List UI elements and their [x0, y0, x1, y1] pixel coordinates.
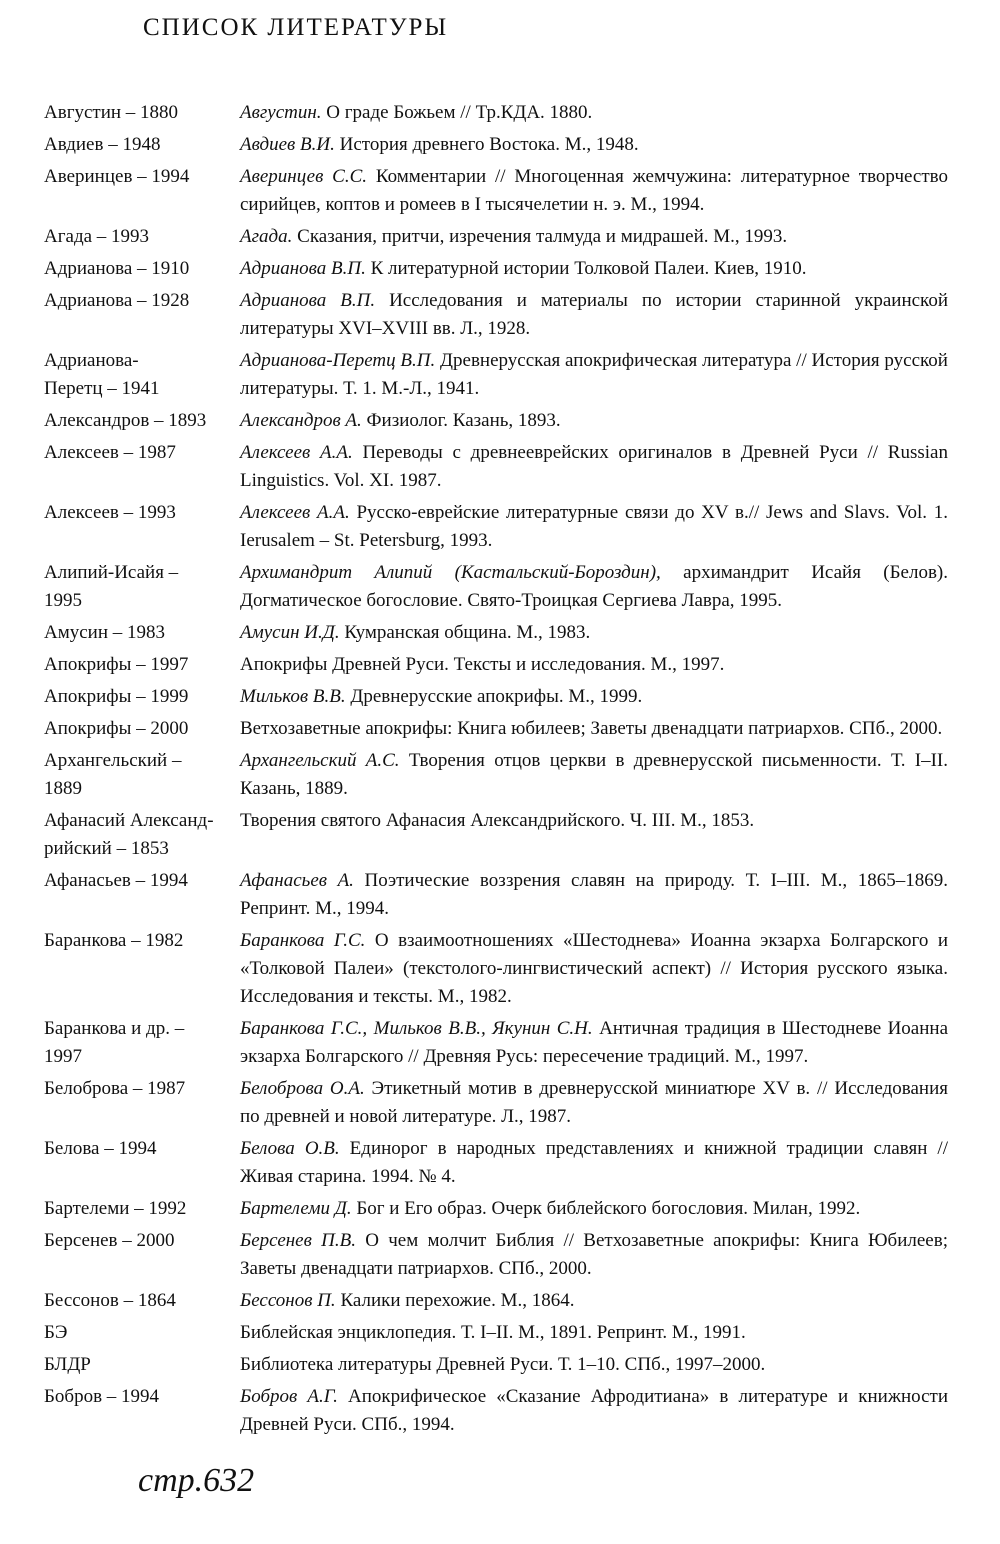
entry-title: Исследования и материалы по истории старинной украинской литературы XVI–XVIII вв. Л., 1928.: [240, 290, 948, 339]
bibliography-entry: [44, 439, 948, 495]
entry-title: Бог и Его образ. Очерк библейского богословия. Милан, 1992.: [351, 1198, 861, 1219]
bibliography-entry: [44, 867, 948, 923]
bibliography-entry: [44, 1287, 948, 1315]
bibliography-list: [44, 99, 948, 1443]
entry-reference: [240, 1287, 948, 1315]
bibliography-entry: [44, 499, 948, 555]
bibliography-entry: [44, 1227, 948, 1283]
entry-title: Античная традиция в Шестодневе Иоанна экзарха Болгарского // Древняя Русь: пересечение традиций. М., 1997.: [240, 1018, 949, 1067]
entry-author: Баранкова Г.С.: [240, 930, 366, 951]
entry-key: Бобров – 1994: [44, 1386, 160, 1407]
bibliography-entry: [44, 747, 948, 803]
bibliography-entry: [44, 715, 948, 743]
entry-title: Древнерусская апокрифическая литература // История русской литературы. Т. 1. М.-Л., 1941.: [240, 350, 948, 399]
entry-author: Алексеев А.А.: [240, 442, 353, 463]
entry-reference: [240, 715, 948, 743]
entry-title: Этикетный мотив в древнерусской миниатюре XV в. // Исследования по древней и новой литературе. Л., 1987.: [240, 1078, 948, 1127]
bibliography-entry: [44, 651, 948, 679]
bibliography-entry: [44, 619, 948, 647]
entry-author: Амусин И.Д.: [240, 622, 340, 643]
entry-author: Мильков В.В.: [240, 686, 346, 707]
entry-author: Агада.: [240, 226, 293, 247]
entry-reference: [240, 347, 948, 403]
entry-key: Агада – 1993: [44, 226, 150, 247]
entry-author: Афанасьев А.: [240, 870, 354, 891]
entry-author: Белоброва О.А.: [240, 1078, 365, 1099]
bibliography-entry: [44, 99, 948, 127]
bibliography-entry: [44, 1195, 948, 1223]
entry-author: Адрианова В.П.: [240, 258, 366, 279]
entry-author: Адрианова В.П.: [240, 290, 376, 311]
entry-reference: [240, 559, 948, 615]
entry-author: Берсенев П.В.: [240, 1230, 356, 1251]
bibliography-entry: [44, 287, 948, 343]
entry-reference: [240, 1319, 948, 1347]
entry-title: К литературной истории Толковой Палеи. Киев, 1910.: [365, 258, 807, 279]
entry-key: Алексеев – 1993: [44, 502, 176, 523]
entry-key: Адрианова – 1928: [44, 290, 190, 311]
entry-reference: [240, 223, 948, 251]
entry-reference: [240, 1195, 948, 1223]
entry-key: Берсенев – 2000: [44, 1230, 175, 1251]
entry-reference: [240, 1135, 948, 1191]
entry-reference: [240, 1015, 948, 1071]
entry-title: О взаимоотношениях «Шестоднева» Иоанна экзарха Болгарского и «Толковой Палеи» (текстолого-лингвистический аспект) // История русского языка. Исследования и тексты. М., 1982.: [240, 930, 948, 1007]
entry-key: Бессонов – 1864: [44, 1290, 176, 1311]
entry-title: Комментарии // Многоценная жемчужина: литературное творчество сирийцев, коптов и ромеев в I тысячелетии н. э. М., 1994.: [240, 166, 948, 215]
bibliography-entry: [44, 255, 948, 283]
entry-key: Алексеев – 1987: [44, 442, 176, 463]
entry-key: Александров – 1893: [44, 410, 207, 431]
entry-title: О граде Божьем // Тр.КДА. 1880.: [321, 102, 593, 123]
entry-title: Апокрифы Древней Руси. Тексты и исследования. М., 1997.: [240, 654, 725, 675]
entry-key: Августин – 1880: [44, 102, 179, 123]
entry-title: Поэтические воззрения славян на природу. Т. I–III. М., 1865–1869. Репринт. М., 1994.: [240, 870, 948, 919]
entry-key: Бартелеми – 1992: [44, 1198, 187, 1219]
entry-key: Авдиев – 1948: [44, 134, 161, 155]
entry-reference: [240, 651, 948, 679]
entry-reference: [240, 867, 948, 923]
entry-reference: [240, 131, 948, 159]
entry-author: Аверинцев С.С.: [240, 166, 368, 187]
page-number: стр.632: [138, 1462, 255, 1499]
entry-key: Адрианова – 1910: [44, 258, 190, 279]
bibliography-entry: [44, 1135, 948, 1191]
bibliography-entry: [44, 407, 948, 435]
entry-title: Единорог в народных представлениях и книжной традиции славян // Живая старина. 1994. № 4.: [240, 1138, 948, 1187]
entry-key: БЭ: [44, 1322, 68, 1343]
entry-reference: [240, 927, 948, 1011]
entry-key: Белова – 1994: [44, 1138, 157, 1159]
entry-reference: [240, 499, 948, 555]
entry-key: Афанасьев – 1994: [44, 870, 188, 891]
bibliography-entry: [44, 683, 948, 711]
entry-title: Творения святого Афанасия Александрийского. Ч. III. М., 1853.: [240, 810, 755, 831]
bibliography-entry: [44, 347, 948, 403]
entry-author: Александров А.: [240, 410, 362, 431]
page-title: СПИСОК ЛИТЕРАТУРЫ: [143, 14, 449, 41]
entry-reference: [240, 255, 948, 283]
bibliography-entry: [44, 807, 948, 863]
bibliography-entry: [44, 223, 948, 251]
entry-key: Апокрифы – 1999: [44, 686, 189, 707]
entry-reference: [240, 407, 948, 435]
entry-author: Авдиев В.И.: [240, 134, 335, 155]
bibliography-entry: [44, 1075, 948, 1131]
entry-title: Физиолог. Казань, 1893.: [361, 410, 561, 431]
entry-title: архимандрит Исайя (Белов). Догматическое богословие. Свято-Троицкая Сергиева Лавра, 1995.: [240, 562, 948, 611]
entry-reference: [240, 807, 948, 863]
entry-key: Белоброва – 1987: [44, 1078, 186, 1099]
entry-key: Баранкова – 1982: [44, 930, 184, 951]
entry-reference: [240, 287, 948, 343]
entry-author: Августин.: [240, 102, 322, 123]
bibliography-entry: [44, 163, 948, 219]
entry-key: Афанасий Александ- рийский – 1853: [44, 810, 214, 859]
entry-reference: [240, 439, 948, 495]
entry-author: Адрианова-Перетц В.П.: [240, 350, 436, 371]
entry-key: Амусин – 1983: [44, 622, 166, 643]
entry-title: Калики перехожие. М., 1864.: [335, 1290, 575, 1311]
entry-title: Переводы с древнееврейских оригиналов в Древней Руси // Russian Linguistics. Vol. XI. 1987.: [240, 442, 948, 491]
entry-author: Бобров А.Г.: [240, 1386, 338, 1407]
entry-title: Библейская энциклопедия. Т. I–II. М., 1891. Репринт. М., 1991.: [240, 1322, 746, 1343]
bibliography-entry: [44, 1319, 948, 1347]
bibliography-entry: [44, 1015, 948, 1071]
entry-author: Бартелеми Д.: [240, 1198, 352, 1219]
bibliography-entry: [44, 559, 948, 615]
entry-reference: [240, 1075, 948, 1131]
bibliography-entry: [44, 1383, 948, 1439]
entry-title: Сказания, притчи, изречения талмуда и мидрашей. М., 1993.: [292, 226, 788, 247]
entry-author: Бессонов П.: [240, 1290, 336, 1311]
entry-reference: [240, 683, 948, 711]
entry-author: Архангельский А.С.: [240, 750, 400, 771]
entry-author: Алексеев А.А.: [240, 502, 350, 523]
entry-key: Апокрифы – 1997: [44, 654, 189, 675]
entry-reference: [240, 99, 948, 127]
entry-reference: [240, 1383, 948, 1439]
entry-reference: [240, 747, 948, 803]
entry-title: Ветхозаветные апокрифы: Книга юбилеев; Заветы двенадцати патриархов. СПб., 2000.: [240, 718, 943, 739]
bibliography-entry: [44, 131, 948, 159]
entry-title: История древнего Востока. М., 1948.: [334, 134, 639, 155]
entry-title: Апокрифическое «Сказание Афродитиана» в литературе и книжности Древней Руси. СПб., 1994.: [240, 1386, 948, 1435]
bibliography-entry: [44, 1351, 948, 1379]
bibliography-entry: [44, 927, 948, 1011]
entry-author: Белова О.В.: [240, 1138, 340, 1159]
entry-reference: [240, 1351, 948, 1379]
entry-title: О чем молчит Библия // Ветхозаветные апокрифы: Книга Юбилеев; Заветы двенадцати патриархов. СПб., 2000.: [240, 1230, 948, 1279]
entry-title: Библиотека литературы Древней Руси. Т. 1–10. СПб., 1997–2000.: [240, 1354, 766, 1375]
entry-title: Русско-еврейские литературные связи до XV в.// Jews and Slavs. Vol. 1. Ierusalem – St. Petersburg, 1993.: [240, 502, 948, 551]
entry-title: Кумранская община. М., 1983.: [339, 622, 591, 643]
entry-reference: [240, 619, 948, 647]
entry-key: Апокрифы – 2000: [44, 718, 189, 739]
entry-key: Аверинцев – 1994: [44, 166, 190, 187]
entry-author: Баранкова Г.С., Мильков В.В., Якунин С.Н.: [240, 1018, 593, 1039]
entry-key: Баранкова и др. – 1997: [44, 1018, 185, 1067]
entry-reference: [240, 163, 948, 219]
entry-reference: [240, 1227, 948, 1283]
entry-title: Творения отцов церкви в древнерусской письменности. Т. I–II. Казань, 1889.: [240, 750, 948, 799]
entry-author: Архимандрит Алипий (Кастальский-Бороздин),: [240, 562, 661, 583]
entry-key: БЛДР: [44, 1354, 91, 1375]
entry-key: Адрианова- Перетц – 1941: [44, 350, 160, 399]
entry-key: Алипий-Исайя – 1995: [44, 562, 179, 611]
entry-title: Древнерусские апокрифы. М., 1999.: [345, 686, 643, 707]
entry-key: Архангельский – 1889: [44, 750, 182, 799]
